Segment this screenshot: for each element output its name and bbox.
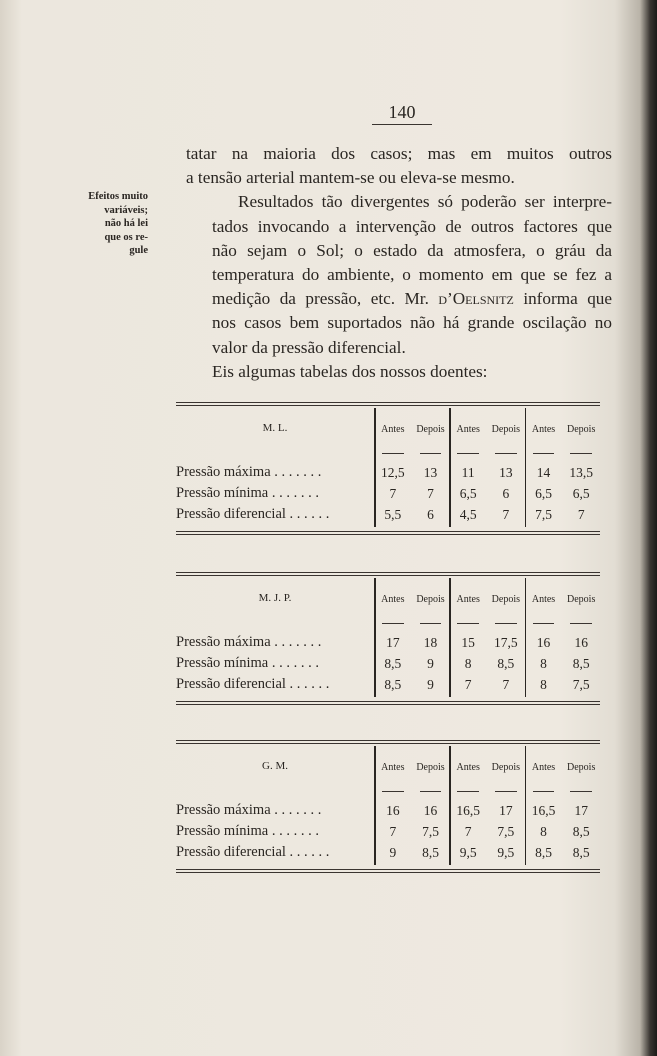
table-cell: 16,5: [531, 803, 556, 818]
table-cell: 6: [502, 486, 510, 501]
table-row: [176, 483, 600, 504]
body-text: [186, 142, 612, 384]
table-row: [176, 800, 600, 821]
table-cell: 8,5: [572, 656, 590, 671]
table-cell: 7,5: [572, 677, 590, 692]
row-label: Pressão diferencial . . . . . .: [176, 676, 330, 692]
column-label: Depois: [567, 594, 596, 605]
table-cell: 13,5: [569, 465, 593, 480]
table-header: [176, 406, 600, 454]
column-label: Depois: [416, 594, 445, 605]
table-cell: 8,5: [384, 656, 402, 671]
column-separator: [449, 746, 451, 865]
text-line: valor da pressão diferencial.: [212, 337, 406, 357]
table-cell: 4,5: [459, 507, 477, 522]
margin-note-line: que os re-: [104, 231, 148, 243]
column-label: Antes: [381, 762, 405, 773]
row-label: Pressão mínima . . . . . . .: [176, 485, 319, 501]
table-cell: 7,5: [422, 824, 439, 839]
patient-name: M. J. P.: [258, 592, 292, 604]
column-label: Depois: [416, 424, 445, 435]
column-header: [487, 406, 525, 454]
table-bottom-rule: [176, 869, 600, 873]
table-cell: 8,5: [497, 656, 515, 671]
table-cell: 9: [389, 845, 397, 860]
page-number: 140: [372, 102, 432, 125]
table-cell: 7: [464, 677, 472, 692]
column-separator: [374, 746, 376, 865]
pressure-table: [176, 572, 600, 705]
table-cell: 13: [423, 465, 438, 480]
table-cell: 11: [461, 465, 475, 480]
patient-name: G. M.: [262, 760, 288, 772]
table-cell: 16: [574, 635, 588, 650]
table-bottom-rule: [176, 531, 600, 535]
column-header: [487, 576, 525, 624]
column-separator: [449, 408, 451, 527]
column-separator: [374, 408, 376, 527]
text-line: tatar na maioria dos casos; mas em muitos outros: [186, 144, 612, 163]
column-separator: [374, 578, 376, 697]
column-header: [525, 576, 563, 624]
row-label: Pressão máxima . . . . . . .: [176, 802, 322, 818]
column-label: Antes: [531, 762, 556, 773]
table-cell: 9,5: [497, 845, 515, 860]
column-separator: [449, 578, 451, 697]
table-header: [176, 576, 600, 624]
table-cell: 8,5: [422, 845, 439, 860]
row-label: Pressão diferencial . . . . . .: [176, 506, 330, 522]
table-cell: 8: [540, 677, 547, 692]
column-header: [374, 576, 412, 624]
table-cell: 17: [499, 803, 513, 818]
column-header: [412, 406, 450, 454]
table-body: [176, 454, 600, 531]
table-cell: 9: [427, 677, 434, 692]
table-cell: 7: [389, 824, 397, 839]
table-cell: 17: [574, 803, 588, 818]
row-label: Pressão máxima . . . . . . .: [176, 634, 322, 650]
text-segment: informa que: [523, 289, 613, 309]
column-headers: [374, 744, 600, 792]
column-header: [562, 576, 600, 624]
table-cell: 7: [502, 677, 510, 692]
table-bottom-rule: [176, 701, 600, 705]
column-label: Depois: [416, 762, 445, 773]
text-line-with-name: [186, 287, 612, 311]
table-cell: 8: [540, 824, 547, 839]
margin-note-line: não há lei: [104, 218, 148, 229]
table-cell: 8,5: [384, 677, 402, 692]
paragraph-1: [186, 142, 612, 190]
paragraph-3: [186, 360, 612, 384]
column-label: Depois: [491, 762, 521, 773]
table-body: [176, 792, 600, 869]
table-body: [176, 624, 600, 701]
table-cell: 6,5: [572, 486, 590, 501]
column-label: Depois: [567, 762, 596, 773]
table-cell: 9,5: [459, 845, 477, 860]
row-label: Pressão mínima . . . . . . .: [176, 655, 319, 671]
table-cell: 13: [499, 465, 513, 480]
column-header: [525, 406, 563, 454]
table-cell: 12,5: [381, 465, 405, 480]
table-cell: 16: [386, 803, 400, 818]
table-cell: 5,5: [384, 507, 402, 522]
text-line: nos casos bem suportados não há grande oscilação no: [212, 313, 612, 333]
table-cell: 7: [577, 507, 585, 522]
column-label: Antes: [531, 424, 556, 435]
margin-note-line: variáveis;: [104, 204, 148, 216]
column-label: Antes: [456, 594, 480, 605]
table-header: [176, 744, 600, 792]
table-cell: 7: [464, 824, 472, 839]
paragraph-2: [186, 190, 612, 359]
column-label: Antes: [456, 424, 480, 435]
column-separator: [525, 578, 527, 697]
margin-note-line: gule: [129, 245, 148, 256]
text-line: temperatura do ambiente, o momento em que se fez a: [212, 265, 612, 285]
column-header: [449, 576, 487, 624]
column-header: [412, 576, 450, 624]
column-header: [374, 744, 412, 792]
text-line: a tensão arterial mantem-se ou eleva-se mesmo.: [186, 168, 515, 188]
table-cell: 15: [461, 635, 475, 650]
table-row: [176, 504, 600, 525]
column-label: Antes: [381, 424, 405, 435]
text-line: Resultados tão divergentes só poderão ser interpre-: [238, 192, 612, 212]
table-cell: 17,5: [494, 635, 518, 650]
table-cell: 16,5: [456, 803, 480, 818]
table-cell: 8,5: [572, 845, 590, 860]
table-cell: 6,5: [459, 486, 477, 501]
pressure-table: [176, 402, 600, 535]
column-header: [487, 744, 525, 792]
table-cell: 8: [464, 656, 472, 671]
column-separator: [525, 746, 527, 865]
table-cell: 8: [540, 656, 547, 671]
column-header: [449, 744, 487, 792]
text-line: tados invocando a intervenção de outros factores que: [212, 216, 612, 236]
pressure-table: [176, 740, 600, 873]
table-cell: 6: [427, 507, 434, 522]
table-cell: 7,5: [535, 507, 552, 522]
author-name: d’Oelsnitz: [438, 289, 514, 309]
table-row: [176, 842, 600, 863]
table-cell: 7: [502, 507, 510, 522]
column-header: [525, 744, 563, 792]
row-label: Pressão máxima . . . . . . .: [176, 464, 322, 480]
table-cell: 7,5: [497, 824, 515, 839]
margin-note-line: Efeitos muito: [88, 191, 148, 202]
column-label: Antes: [531, 594, 556, 605]
table-cell: 6,5: [535, 486, 552, 501]
column-header: [562, 406, 600, 454]
column-header: [449, 406, 487, 454]
table-cell: 7: [389, 486, 397, 501]
text-line: Eis algumas tabelas dos nossos doentes:: [212, 361, 488, 381]
text-segment: medição da pressão, etc. Mr.: [212, 289, 429, 309]
table-row: [176, 632, 600, 653]
column-label: Antes: [381, 594, 405, 605]
table-cell: 18: [423, 635, 438, 650]
table-cell: 14: [536, 465, 551, 480]
row-label: Pressão mínima . . . . . . .: [176, 823, 319, 839]
table-cell: 16: [423, 803, 438, 818]
column-label: Depois: [491, 594, 521, 605]
column-headers: [374, 406, 600, 454]
table-row: [176, 821, 600, 842]
table-cell: 16: [536, 635, 551, 650]
margin-note: [78, 190, 148, 258]
table-row: [176, 674, 600, 695]
column-separator: [525, 408, 527, 527]
row-label: Pressão diferencial . . . . . .: [176, 844, 330, 860]
column-header: [374, 406, 412, 454]
text-line: não sejam o Sol; o estado da atmosfera, o gráu da: [212, 240, 612, 260]
table-row: [176, 653, 600, 674]
column-headers: [374, 576, 600, 624]
patient-name: M. L.: [262, 422, 288, 434]
column-label: Depois: [567, 424, 596, 435]
table-cell: 8,5: [572, 824, 590, 839]
table-cell: 8,5: [535, 845, 552, 860]
table-cell: 17: [386, 635, 400, 650]
table-cell: 7: [427, 486, 434, 501]
table-cell: 9: [427, 656, 434, 671]
column-header: [412, 744, 450, 792]
column-header: [562, 744, 600, 792]
column-label: Depois: [491, 424, 521, 435]
table-row: [176, 462, 600, 483]
column-label: Antes: [456, 762, 480, 773]
